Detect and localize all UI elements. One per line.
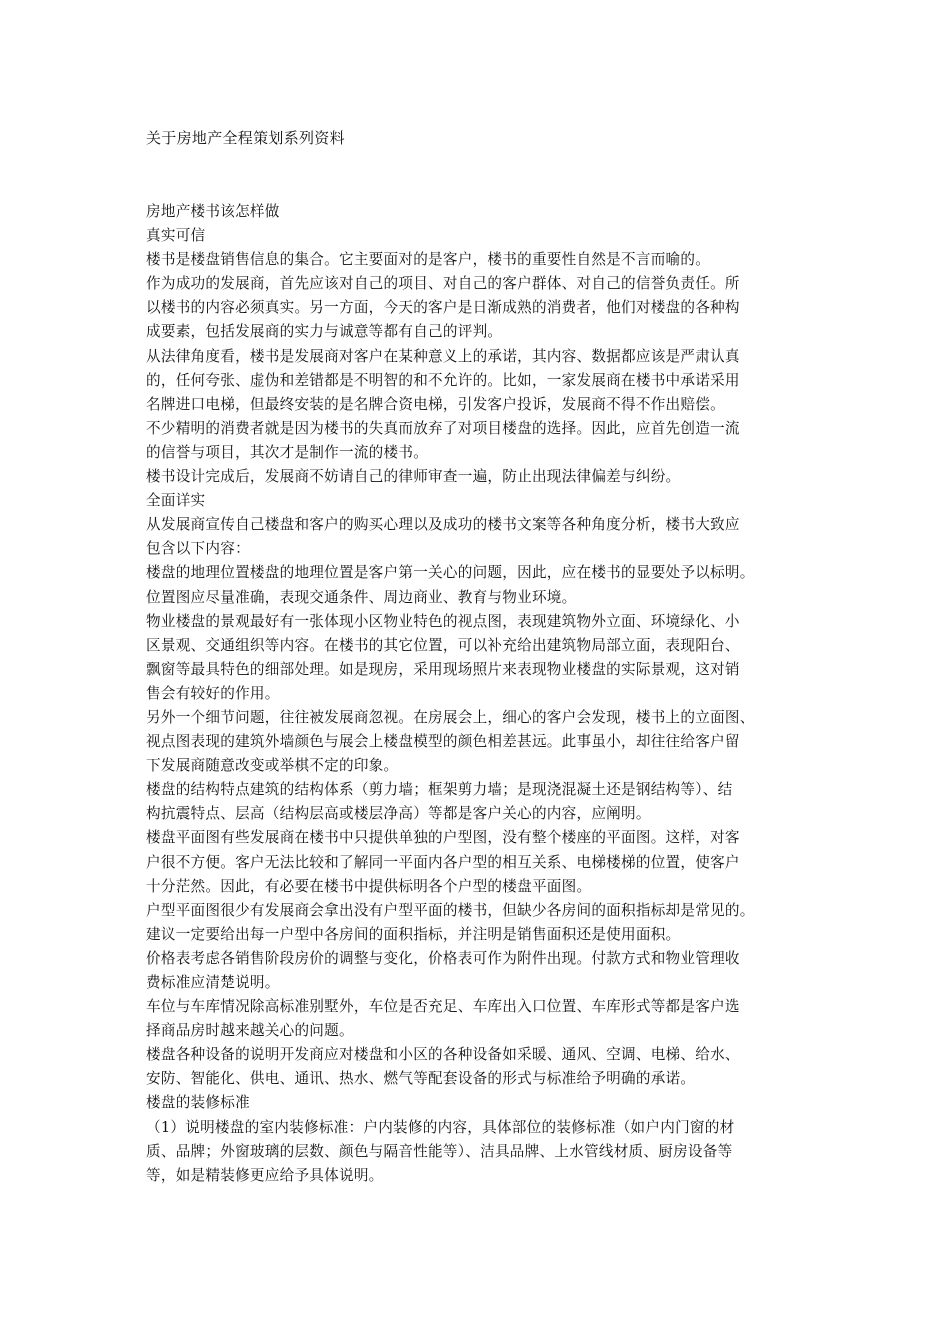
text-line: 楼盘平面图有些发展商在楼书中只提供单独的户型图，没有整个楼座的平面图。这样，对客 <box>146 829 740 847</box>
text-line: 不少精明的消费者就是因为楼书的失真而放弃了对项目楼盘的选择。因此，应首先创造一流 <box>146 419 740 437</box>
document-body <box>146 200 836 1188</box>
text-line: 十分茫然。因此，有必要在楼书中提供标明各个户型的楼盘平面图。 <box>146 877 592 895</box>
text-line: 从发展商宣传自己楼盘和客户的购买心理以及成功的楼书文案等各种角度分析，楼书大致应 <box>146 516 740 534</box>
text-line: 成要素，包括发展商的实力与诚意等都有自己的评判。 <box>146 323 503 341</box>
text-line: 真实可信 <box>146 227 206 245</box>
text-line: 择商品房时越来越关心的问题。 <box>146 1022 354 1040</box>
text-line: 区景观、交通组织等内容。在楼书的其它位置，可以补充给出建筑物局部立面，表现阳台、 <box>146 636 740 654</box>
text-line: 户型平面图很少有发展商会拿出没有户型平面的楼书，但缺少各房间的面积指标却是常见的。 <box>146 901 755 919</box>
text-line: 安防、智能化、供电、通讯、热水、燃气等配套设备的形式与标准给予明确的承诺。 <box>146 1070 696 1088</box>
text-line: （1）说明楼盘的室内装修标准：户内装修的内容，具体部位的装修标准（如户内门窗的材 <box>146 1118 735 1136</box>
text-line: 构抗震特点、层高（结构层高或楼层净高）等都是客户关心的内容，应阐明。 <box>146 805 651 823</box>
text-line: 楼书设计完成后，发展商不妨请自己的律师审查一遍，防止出现法律偏差与纠纷。 <box>146 468 681 486</box>
text-line: 楼盘各种设备的说明开发商应对楼盘和小区的各种设备如采暖、通风、空调、电梯、给水、 <box>146 1046 740 1064</box>
text-line: 的，任何夸张、虚伪和差错都是不明智的和不允许的。比如，一家发展商在楼书中承诺采用 <box>146 371 740 389</box>
text-line: 视点图表现的建筑外墙颜色与展会上楼盘模型的颜色相差甚远。此事虽小，却往往给客户留 <box>146 733 740 751</box>
text-line: 全面详实 <box>146 492 206 510</box>
text-line: 质、品牌；外窗玻璃的层数、颜色与隔音性能等）、洁具品牌、上水管线材质、厨房设备等 <box>146 1142 733 1160</box>
text-line: 飘窗等最具特色的细部处理。如是现房，采用现场照片来表现物业楼盘的实际景观，这对销 <box>146 660 740 678</box>
text-line: 车位与车库情况除高标准别墅外，车位是否充足、车库出入口位置、车库形式等都是客户选 <box>146 998 740 1016</box>
text-line: 从法律角度看，楼书是发展商对客户在某种意义上的承诺，其内容、数据都应该是严肃认真 <box>146 347 740 365</box>
text-line: 楼盘的结构特点建筑的结构体系（剪力墙；框架剪力墙；是现浇混凝土还是钢结构等）、结 <box>146 781 733 799</box>
text-line: 楼书是楼盘销售信息的集合。它主要面对的是客户，楼书的重要性自然是不言而喻的。 <box>146 251 711 269</box>
text-line: 下发展商随意改变或举棋不定的印象。 <box>146 757 399 775</box>
text-line: 售会有较好的作用。 <box>146 684 280 702</box>
text-line: 作为成功的发展商，首先应该对自己的项目、对自己的客户群体、对自己的信誉负责任。所 <box>146 275 740 293</box>
text-line: 等，如是精装修更应给予具体说明。 <box>146 1166 384 1184</box>
text-line: 建议一定要给出每一户型中各房间的面积指标，并注明是销售面积还是使用面积。 <box>146 925 681 943</box>
text-line: 物业楼盘的景观最好有一张体现小区物业特色的视点图，表现建筑物外立面、环境绿化、小 <box>146 612 740 630</box>
text-line: 户很不方便。客户无法比较和了解同一平面内各户型的相互关系、电梯楼梯的位置，使客户 <box>146 853 740 871</box>
text-line: 楼盘的地理位置楼盘的地理位置是客户第一关心的问题，因此，应在楼书的显要处予以标明。 <box>146 564 755 582</box>
text-line: 的信誉与项目，其次才是制作一流的楼书。 <box>146 443 429 461</box>
text-line: 楼盘的装修标准 <box>146 1094 250 1112</box>
document-header: 关于房地产全程策划系列资料 <box>146 129 345 147</box>
text-line: 费标准应清楚说明。 <box>146 974 280 991</box>
text-line: 另外一个细节问题，往往被发展商忽视。在房展会上，细心的客户会发现，楼书上的立面图、 <box>146 708 755 726</box>
text-line: 以楼书的内容必须真实。另一方面，今天的客户是日渐成熟的消费者，他们对楼盘的各种构 <box>146 299 740 317</box>
text-line: 包含以下内容： <box>146 540 250 558</box>
text-line: 房地产楼书该怎样做 <box>146 203 280 220</box>
text-line: 价格表考虑各销售阶段房价的调整与变化，价格表可作为附件出现。付款方式和物业管理收 <box>146 949 740 967</box>
text-line: 位置图应尽量准确，表现交通条件、周边商业、教育与物业环境。 <box>146 588 577 606</box>
text-line: 名牌进口电梯，但最终安装的是名牌合资电梯，引发客户投诉，发展商不得不作出赔偿。 <box>146 395 725 413</box>
